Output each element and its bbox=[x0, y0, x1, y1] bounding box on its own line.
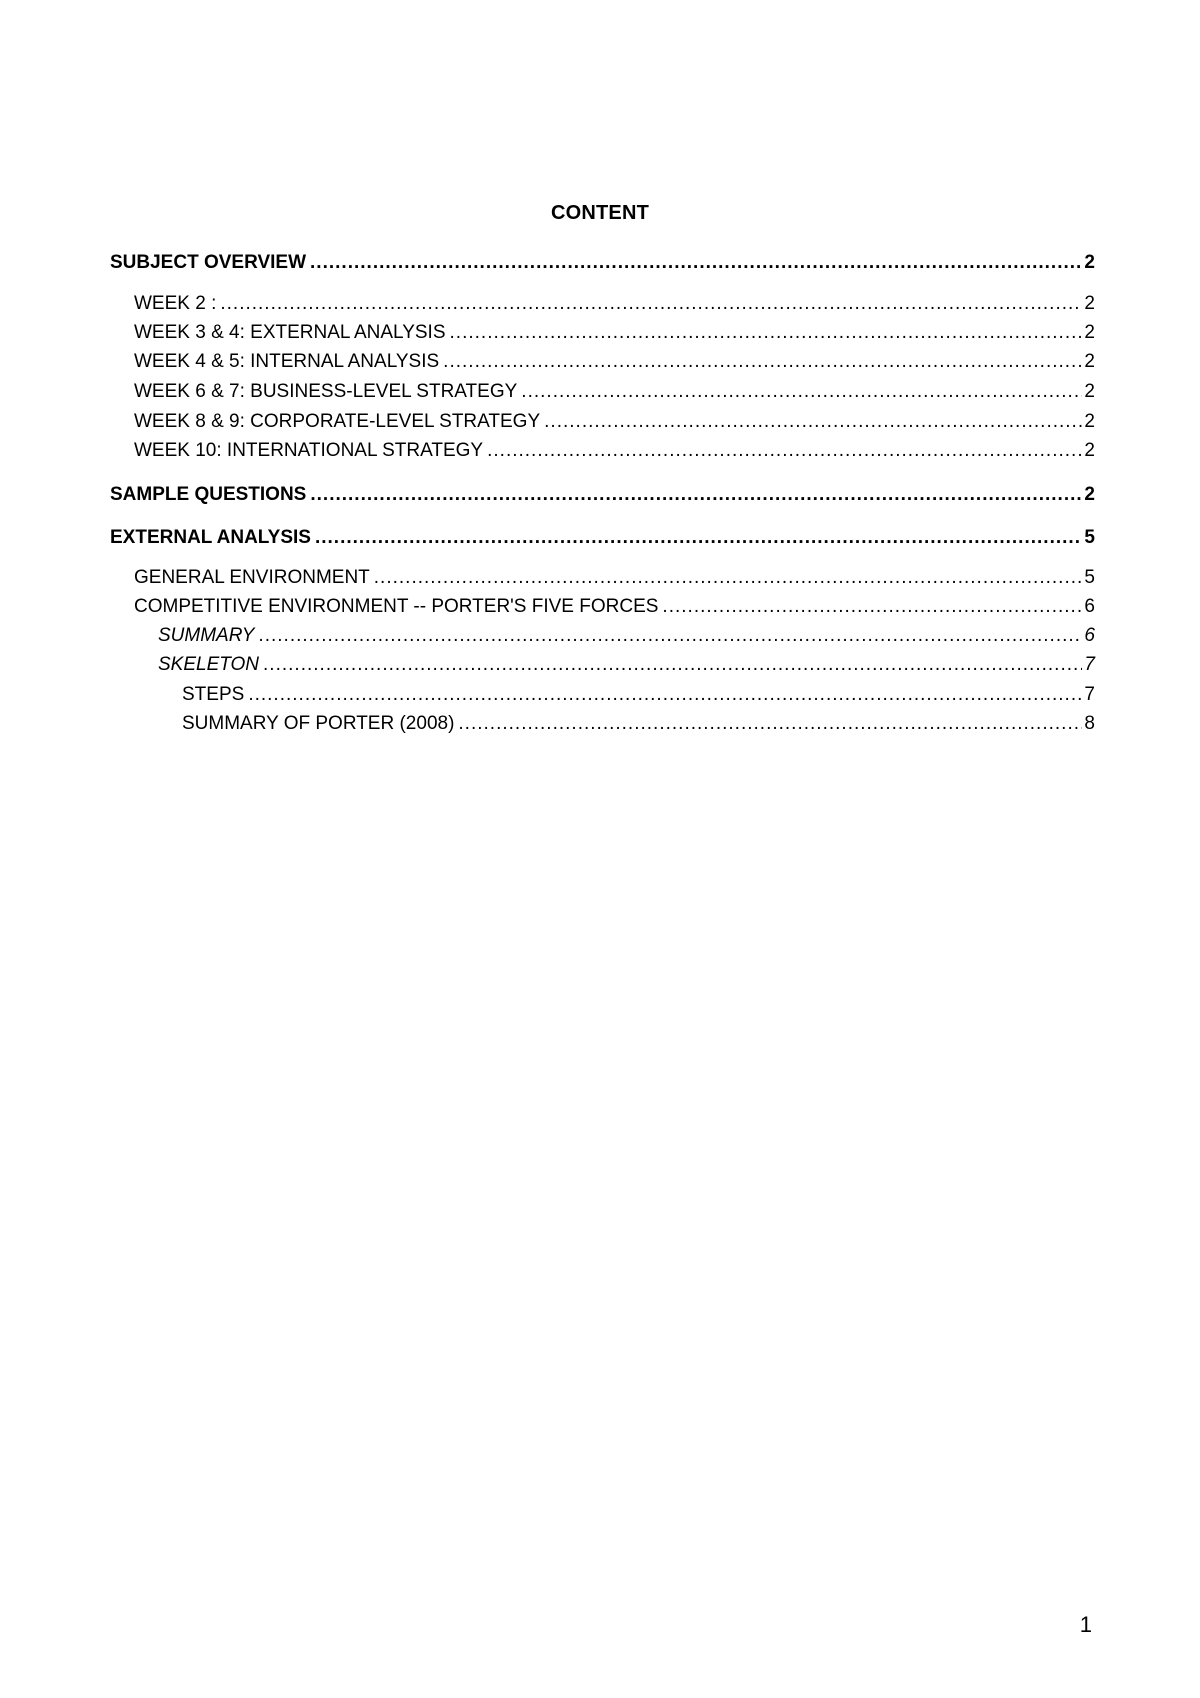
toc-entry-label: GENERAL ENVIRONMENT bbox=[134, 567, 370, 588]
toc-entry-sample-questions[interactable] bbox=[110, 484, 1095, 506]
toc-entry-summary-of-porter[interactable] bbox=[110, 713, 1095, 735]
toc-dot-leader bbox=[374, 567, 1083, 589]
toc-entry-page: 2 bbox=[1084, 351, 1095, 372]
toc-entry-week-4-5[interactable] bbox=[110, 351, 1095, 373]
toc-entry-page: 2 bbox=[1084, 381, 1095, 402]
toc-dot-leader bbox=[458, 713, 1082, 735]
toc-entry-label: WEEK 2 : bbox=[134, 293, 217, 314]
toc-dot-leader bbox=[450, 322, 1083, 344]
toc-entry-competitive-environment[interactable] bbox=[110, 596, 1095, 618]
toc-entry-label: EXTERNAL ANALYSIS bbox=[110, 527, 311, 548]
toc-entry-page: 2 bbox=[1084, 252, 1095, 273]
toc-entry-summary[interactable] bbox=[110, 625, 1095, 647]
toc-entry-page: 5 bbox=[1084, 527, 1095, 548]
toc-entry-page: 7 bbox=[1084, 684, 1095, 705]
toc-entry-general-environment[interactable] bbox=[110, 567, 1095, 589]
toc-heading: CONTENT bbox=[550, 202, 650, 224]
toc-dot-leader bbox=[220, 293, 1082, 315]
toc-entry-steps[interactable] bbox=[110, 684, 1095, 706]
toc-entry-week-10[interactable] bbox=[110, 440, 1095, 462]
toc-entry-week-8-9[interactable] bbox=[110, 411, 1095, 433]
toc-entry-label: COMPETITIVE ENVIRONMENT -- PORTER'S FIVE FORCES bbox=[134, 596, 659, 617]
toc-dot-leader bbox=[310, 484, 1082, 506]
page-number: 1 bbox=[1079, 1612, 1092, 1637]
toc-entry-page: 8 bbox=[1084, 713, 1095, 734]
toc-entry-page: 2 bbox=[1084, 440, 1095, 461]
toc-entry-label: SAMPLE QUESTIONS bbox=[110, 484, 307, 505]
toc-dot-leader bbox=[443, 351, 1082, 373]
toc-entry-label: SUBJECT OVERVIEW bbox=[110, 252, 307, 273]
toc-entry-label: SUMMARY OF PORTER (2008) bbox=[182, 713, 455, 734]
toc-dot-leader bbox=[662, 596, 1082, 618]
toc-dot-leader bbox=[315, 527, 1082, 549]
toc-entry-page: 6 bbox=[1084, 596, 1095, 617]
toc-dot-leader bbox=[310, 252, 1082, 274]
toc-dot-leader bbox=[248, 684, 1082, 706]
toc-entry-subject-overview[interactable] bbox=[110, 252, 1095, 274]
toc-entry-skeleton[interactable] bbox=[110, 654, 1095, 676]
toc-entry-week-3-4[interactable] bbox=[110, 322, 1095, 344]
toc-entry-external-analysis[interactable] bbox=[110, 527, 1095, 549]
toc-entry-page: 2 bbox=[1084, 322, 1095, 343]
toc-entry-page: 2 bbox=[1084, 484, 1095, 505]
toc-dot-leader bbox=[263, 654, 1082, 676]
toc-dot-leader bbox=[544, 411, 1082, 433]
toc-entry-label: WEEK 8 & 9: CORPORATE-LEVEL STRATEGY bbox=[134, 411, 541, 432]
toc-entry-week-2[interactable] bbox=[110, 293, 1095, 315]
toc-entry-page: 2 bbox=[1084, 411, 1095, 432]
toc-dot-leader bbox=[487, 440, 1082, 462]
toc-entry-label: WEEK 10: INTERNATIONAL STRATEGY bbox=[134, 440, 484, 461]
toc-entry-page: 2 bbox=[1084, 293, 1095, 314]
toc-dot-leader bbox=[521, 381, 1082, 403]
toc-entry-page: 7 bbox=[1084, 654, 1095, 675]
toc-entry-label: STEPS bbox=[182, 684, 245, 705]
toc-entry-week-6-7[interactable] bbox=[110, 381, 1095, 403]
toc-entry-page: 5 bbox=[1084, 567, 1095, 588]
toc-entry-label: WEEK 3 & 4: EXTERNAL ANALYSIS bbox=[134, 322, 446, 343]
toc-entry-label: WEEK 4 & 5: INTERNAL ANALYSIS bbox=[134, 351, 440, 372]
toc-entry-page: 6 bbox=[1084, 625, 1095, 646]
toc-entry-label: WEEK 6 & 7: BUSINESS-LEVEL STRATEGY bbox=[134, 381, 518, 402]
toc-dot-leader bbox=[258, 625, 1082, 647]
toc-entry-label: SUMMARY bbox=[158, 625, 255, 646]
toc-entry-label: SKELETON bbox=[158, 654, 260, 675]
